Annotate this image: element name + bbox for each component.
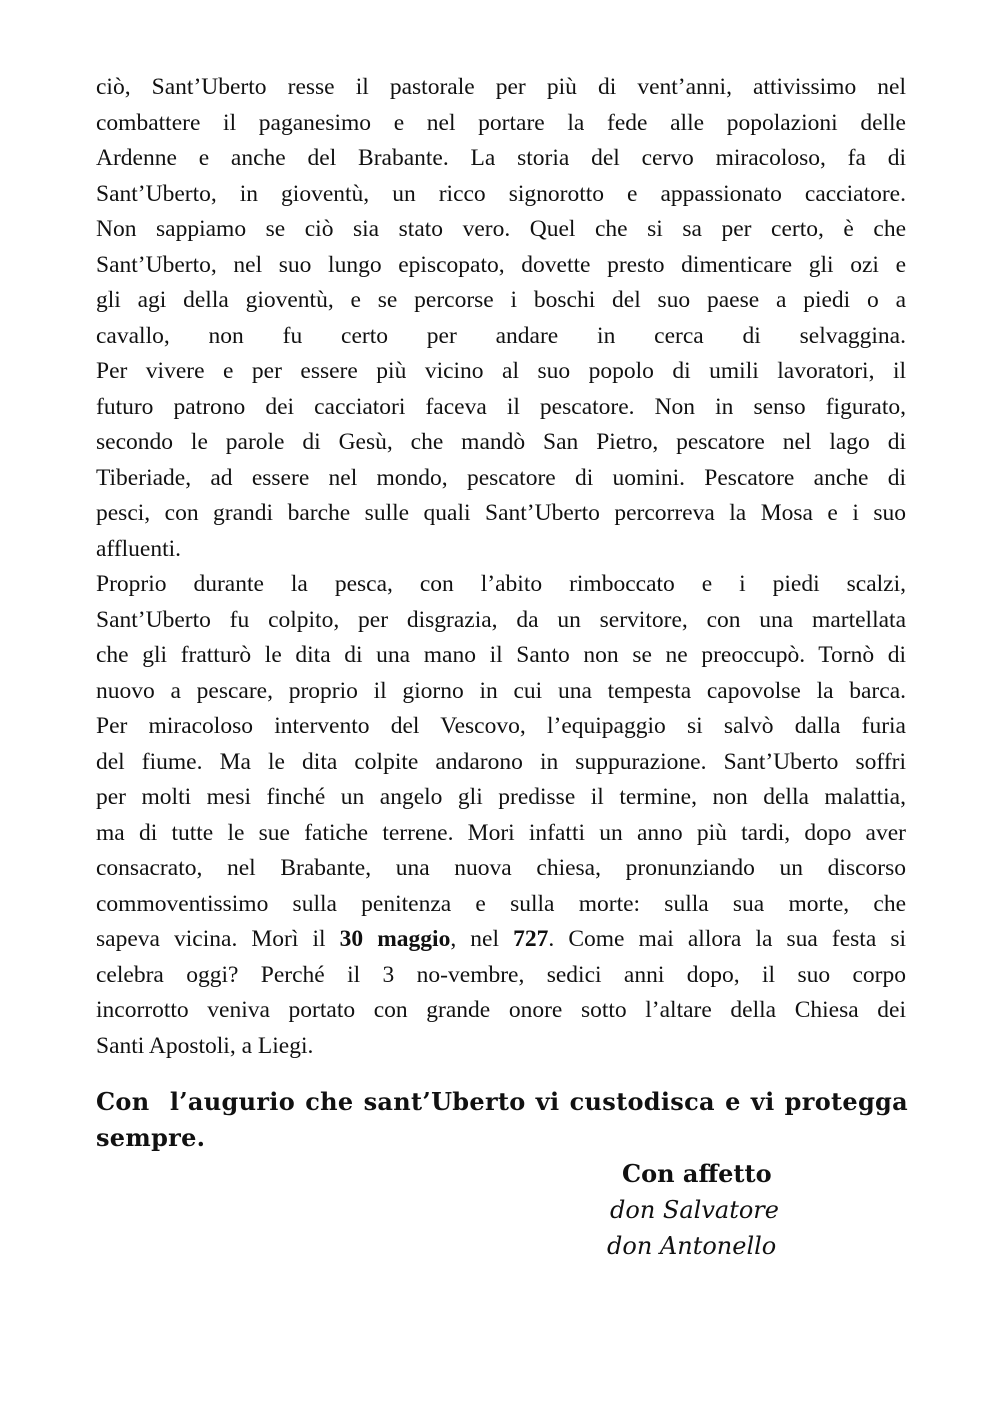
text-line-16: Sant’Uberto fu colpito, per disgrazia, da un servitore, con una martellata: [96, 606, 906, 633]
text-line-6: Sant’Uberto, nel suo lungo episcopato, dovette presto dimenticare gli ozi e: [96, 251, 906, 278]
text-line-7: gli agi della gioventù, e se percorse i boschi del suo paese a piedi o a: [96, 287, 906, 313]
text-line-26: celebra oggi? Perché il 3 no-vembre, sedici anni dopo, il suo corpo: [96, 961, 906, 988]
text-line-2: combattere il paganesimo e nel portare la fede alle popolazioni delle: [96, 109, 906, 136]
text-line-27: incorrotto veniva portato con grande onore sotto l’altare della Chiesa dei: [96, 997, 906, 1023]
text-line-8: cavallo, non fu certo per andare in cerca di selvaggina.: [96, 322, 906, 349]
text-line-15: Proprio durante la pesca, con l’abito rimboccato e i piedi scalzi,: [96, 571, 906, 597]
line-25-part3: . Come mai allora la sua festa si: [548, 926, 907, 952]
signatory-name-2: don Antonello: [607, 1232, 777, 1260]
text-line-18: nuovo a pescare, proprio il giorno in cui una tempesta capovolse la barca.: [96, 677, 906, 704]
text-line-14: affluenti.: [96, 535, 182, 562]
text-line-25: [96, 922, 906, 958]
salutation: Con affetto: [622, 1159, 772, 1188]
text-line-20: del fiume. Ma le dita colpite andarono in suppurazione. Sant’Uberto soffri: [96, 748, 906, 775]
death-year: 727: [513, 926, 549, 952]
line-25-part2: , nel: [450, 926, 514, 952]
closing-line-1: Con l’augurio che sant’Uberto vi custodisca e vi protegga: [96, 1087, 908, 1116]
text-line-1: ciò, Sant’Uberto resse il pastorale per più di vent’anni, attivissimo nel: [96, 74, 906, 100]
text-line-13: pesci, con grandi barche sulle quali Sant’Uberto percorreva la Mosa e i suo: [96, 500, 906, 526]
text-line-17: che gli fratturò le dita di una mano il Santo non se ne preoccupò. Tornò di: [96, 642, 906, 668]
text-line-24: commoventissimo sulla penitenza e sulla morte: sulla sua morte, che: [96, 890, 906, 917]
text-line-19: Per miracoloso intervento del Vescovo, l’equipaggio si salvò dalla furia: [96, 713, 906, 739]
text-line-23: consacrato, nel Brabante, una nuova chiesa, pronunziando un discorso: [96, 855, 906, 881]
signatory-name-1: don Salvatore: [610, 1196, 779, 1224]
text-line-3: Ardenne e anche del Brabante. La storia del cervo miracoloso, fa di: [96, 145, 906, 171]
text-line-9: Per vivere e per essere più vicino al suo popolo di umili lavoratori, il: [96, 358, 906, 384]
closing-wish: [96, 1084, 908, 1156]
closing-line-2: sempre.: [96, 1123, 206, 1152]
text-line-28: Santi Apostoli, a Liegi.: [96, 1032, 314, 1059]
text-line-4: Sant’Uberto, in gioventù, un ricco signorotto e appassionato cacciatore.: [96, 180, 906, 207]
body-text: [96, 70, 906, 1064]
death-date: 30 maggio: [339, 926, 451, 952]
text-line-5: Non sappiamo se ciò sia stato vero. Quel che si sa per certo, è che: [96, 216, 906, 242]
text-line-12: Tiberiade, ad essere nel mondo, pescatore di uomini. Pescatore anche di: [96, 464, 906, 491]
text-line-21: per molti mesi finché un angelo gli predisse il termine, non della malattia,: [96, 784, 906, 810]
text-line-10: futuro patrono dei cacciatori faceva il pescatore. Non in senso figurato,: [96, 393, 906, 420]
text-line-22: ma di tutte le sue fatiche terrene. Mori infatti un anno più tardi, dopo aver: [96, 819, 906, 846]
line-25-part1: sapeva vicina. Morì il: [96, 926, 340, 952]
text-line-11: secondo le parole di Gesù, che mandò San Pietro, pescatore nel lago di: [96, 429, 906, 455]
